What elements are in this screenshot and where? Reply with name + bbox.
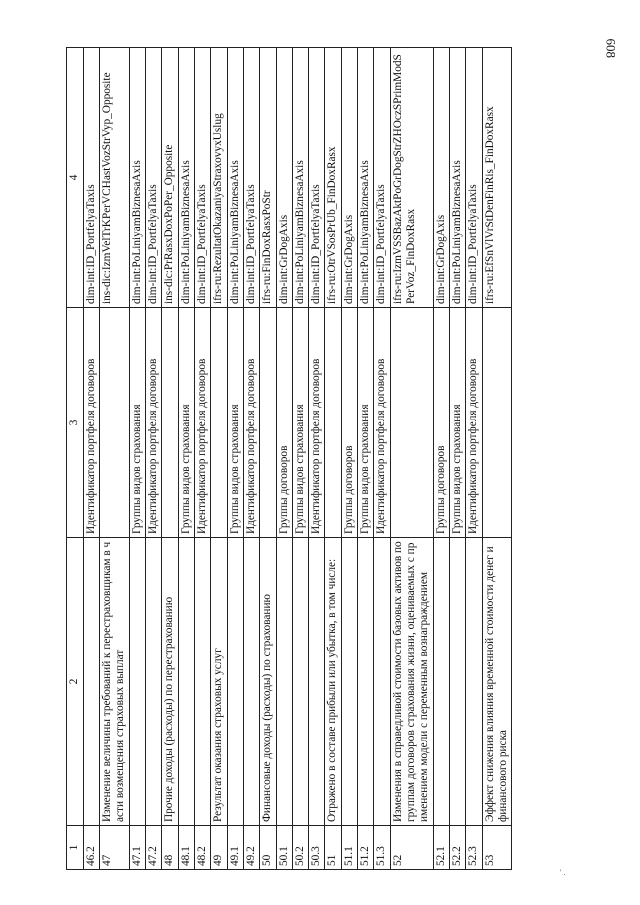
table-row — [482, 48, 512, 870]
dimension-cell: Идентификатор портфеля договоров — [145, 308, 161, 538]
indicator-name-cell: Эффект снижения влияния временной стоимости денег и финансового риска — [482, 538, 512, 826]
indicator-name-cell — [145, 538, 161, 826]
indicator-name-cell: Отражено в составе прибыли или убытка, в том числе: — [325, 538, 341, 826]
dimension-cell — [482, 308, 512, 538]
xbrl-code-cell: dim-int:PoLiniyamBiznesaAxis — [178, 48, 194, 308]
table-row — [162, 48, 178, 870]
row-number-cell: 50.3 — [309, 826, 325, 870]
row-number-cell: 52.3 — [466, 826, 482, 870]
dimension-cell: Группы видов страхования — [129, 308, 145, 538]
xbrl-code-cell: ifrs-ru:EfSnVlVrStDenFinRis_FinDoxRasx — [482, 48, 512, 308]
indicator-name-cell — [433, 538, 449, 826]
table-row — [292, 48, 308, 870]
indicator-name-cell — [243, 538, 259, 826]
indicator-name-cell — [227, 538, 243, 826]
xbrl-code-cell: dim-int:ID_PortfelyaTaxis — [309, 48, 325, 308]
dimension-cell: Группы договоров — [341, 308, 357, 538]
row-number-cell: 48.2 — [194, 826, 210, 870]
row-number-cell: 51.3 — [374, 826, 390, 870]
xbrl-code-cell: dim-int:ID_PortfelyaTaxis — [374, 48, 390, 308]
row-number-cell: 48 — [162, 826, 178, 870]
indicator-name-cell — [374, 538, 390, 826]
dimension-cell: Группы видов страхования — [292, 308, 308, 538]
table-row — [358, 48, 374, 870]
dimension-cell: Идентификатор портфеля договоров — [194, 308, 210, 538]
row-number-cell: 46.2 — [83, 826, 99, 870]
xbrl-code-cell: dim-int:ID_PortfelyaTaxis — [83, 48, 99, 308]
table-row — [243, 48, 259, 870]
indicator-name-cell: Изменение величины требований к перестраховщикам в части возмещения страховых выплат — [99, 538, 129, 826]
indicator-name-cell — [341, 538, 357, 826]
table-row — [260, 48, 276, 870]
table-row — [99, 48, 129, 870]
dimension-cell — [99, 308, 129, 538]
dimension-cell — [211, 308, 227, 538]
dimension-cell — [390, 308, 433, 538]
indicator-name-cell — [178, 538, 194, 826]
indicator-name-cell — [276, 538, 292, 826]
xbrl-code-cell: dim-int:PoLiniyamBiznesaAxis — [292, 48, 308, 308]
table-row — [178, 48, 194, 870]
indicator-name-cell — [466, 538, 482, 826]
row-number-cell: 53 — [482, 826, 512, 870]
dimension-cell — [162, 308, 178, 538]
table-row — [129, 48, 145, 870]
dimension-cell: Группы договоров — [276, 308, 292, 538]
dimension-cell — [260, 308, 276, 538]
dimension-cell: Идентификатор портфеля договоров — [466, 308, 482, 538]
xbrl-code-cell: dim-int:GrDogAxis — [433, 48, 449, 308]
indicator-name-cell: Изменения в справедливой стоимости базовых активов по группам договоров страхования жизни, оцениваемых с применением модели с переменным вознаграждением — [390, 538, 433, 826]
row-number-cell: 52.2 — [450, 826, 466, 870]
header-col-3: 3 — [67, 308, 84, 538]
header-col-2: 2 — [67, 538, 84, 826]
row-number-cell: 50 — [260, 826, 276, 870]
xbrl-code-cell: dim-int:ID_PortfelyaTaxis — [145, 48, 161, 308]
indicator-name-cell — [450, 538, 466, 826]
dimension-cell: Идентификатор портфеля договоров — [309, 308, 325, 538]
xbrl-code-cell: ifrs-ru:FinDoxRasxPoStr — [260, 48, 276, 308]
xbrl-code-cell: ifrs-ru:OtrVSosPrUb_FinDoxRasx — [325, 48, 341, 308]
table-body — [83, 48, 512, 870]
header-col-1: 1 — [67, 826, 84, 870]
row-number-cell: 49.2 — [243, 826, 259, 870]
xbrl-code-cell: dim-int:ID_PortfelyaTaxis — [194, 48, 210, 308]
table-row — [374, 48, 390, 870]
dimension-cell: Группы видов страхования — [450, 308, 466, 538]
table-row — [276, 48, 292, 870]
row-number-cell: 50.1 — [276, 826, 292, 870]
dimension-cell: Группы договоров — [433, 308, 449, 538]
dimension-cell: Идентификатор портфеля договоров — [374, 308, 390, 538]
table-row — [466, 48, 482, 870]
row-number-cell: 50.2 — [292, 826, 308, 870]
table-row — [83, 48, 99, 870]
row-number-cell: 49.1 — [227, 826, 243, 870]
row-number-cell: 51.2 — [358, 826, 374, 870]
xbrl-code-cell: dim-int:PoLiniyamBiznesaAxis — [129, 48, 145, 308]
row-number-cell: 47 — [99, 826, 129, 870]
xbrl-code-cell: dim-int:GrDogAxis — [276, 48, 292, 308]
xbrl-code-cell: ifrs-ru:IzmVSSBazAktPoGrDogStrZHOczSPrimModSPerVoz_FinDoxRasx — [390, 48, 433, 308]
xbrl-code-cell: ifrs-ru:RezultatOkazaniyaStraxovyxUslug — [211, 48, 227, 308]
row-number-cell: 48.1 — [178, 826, 194, 870]
dimension-cell: Группы видов страхования — [227, 308, 243, 538]
scan-artifact: ' . — [560, 868, 566, 877]
row-number-cell: 47.1 — [129, 826, 145, 870]
rotated-table-wrapper — [66, 48, 554, 870]
indicator-name-cell — [83, 538, 99, 826]
dimension-cell: Идентификатор портфеля договоров — [83, 308, 99, 538]
xbrl-code-cell: dim-int:PoLiniyamBiznesaAxis — [358, 48, 374, 308]
row-number-cell: 52.1 — [433, 826, 449, 870]
xbrl-code-cell: dim-int:ID_PortfelyaTaxis — [243, 48, 259, 308]
xbrl-code-cell: ins-dic:IzmVelTrKPerVCHastVozStrVyp_Opposite — [99, 48, 129, 308]
table-row — [227, 48, 243, 870]
indicator-name-cell — [309, 538, 325, 826]
xbrl-code-cell: ins-dic:PrRasxDoxPoPer_Opposite — [162, 48, 178, 308]
table-row — [325, 48, 341, 870]
row-number-cell: 51 — [325, 826, 341, 870]
table-header-row — [67, 48, 84, 870]
row-number-cell: 47.2 — [145, 826, 161, 870]
dimension-cell — [325, 308, 341, 538]
indicator-name-cell — [292, 538, 308, 826]
indicator-name-cell: Прочие доходы (расходы) по перестрахованию — [162, 538, 178, 826]
table-row — [341, 48, 357, 870]
header-col-4: 4 — [67, 48, 84, 308]
xbrl-code-cell: dim-int:ID_PortfelyaTaxis — [466, 48, 482, 308]
table-row — [309, 48, 325, 870]
indicator-name-cell — [129, 538, 145, 826]
table-row — [390, 48, 433, 870]
xbrl-code-cell: dim-int:PoLiniyamBiznesaAxis — [450, 48, 466, 308]
rotated-table — [66, 48, 554, 870]
indicator-name-cell: Результат оказания страховых услуг — [211, 538, 227, 826]
indicator-name-cell — [194, 538, 210, 826]
table-row — [211, 48, 227, 870]
xbrl-code-cell: dim-int:GrDogAxis — [341, 48, 357, 308]
page-number: 608 — [603, 38, 618, 58]
indicator-name-cell — [358, 538, 374, 826]
dimension-cell: Группы видов страхования — [178, 308, 194, 538]
xbrl-code-cell: dim-int:PoLiniyamBiznesaAxis — [227, 48, 243, 308]
dimension-cell: Идентификатор портфеля договоров — [243, 308, 259, 538]
indicator-name-cell: Финансовые доходы (расходы) по страхованию — [260, 538, 276, 826]
table-row — [194, 48, 210, 870]
xbrl-mapping-table — [66, 47, 512, 870]
table-row — [450, 48, 466, 870]
table-row — [145, 48, 161, 870]
table-row — [433, 48, 449, 870]
row-number-cell: 52 — [390, 826, 433, 870]
dimension-cell: Группы видов страхования — [358, 308, 374, 538]
row-number-cell: 51.1 — [341, 826, 357, 870]
row-number-cell: 49 — [211, 826, 227, 870]
